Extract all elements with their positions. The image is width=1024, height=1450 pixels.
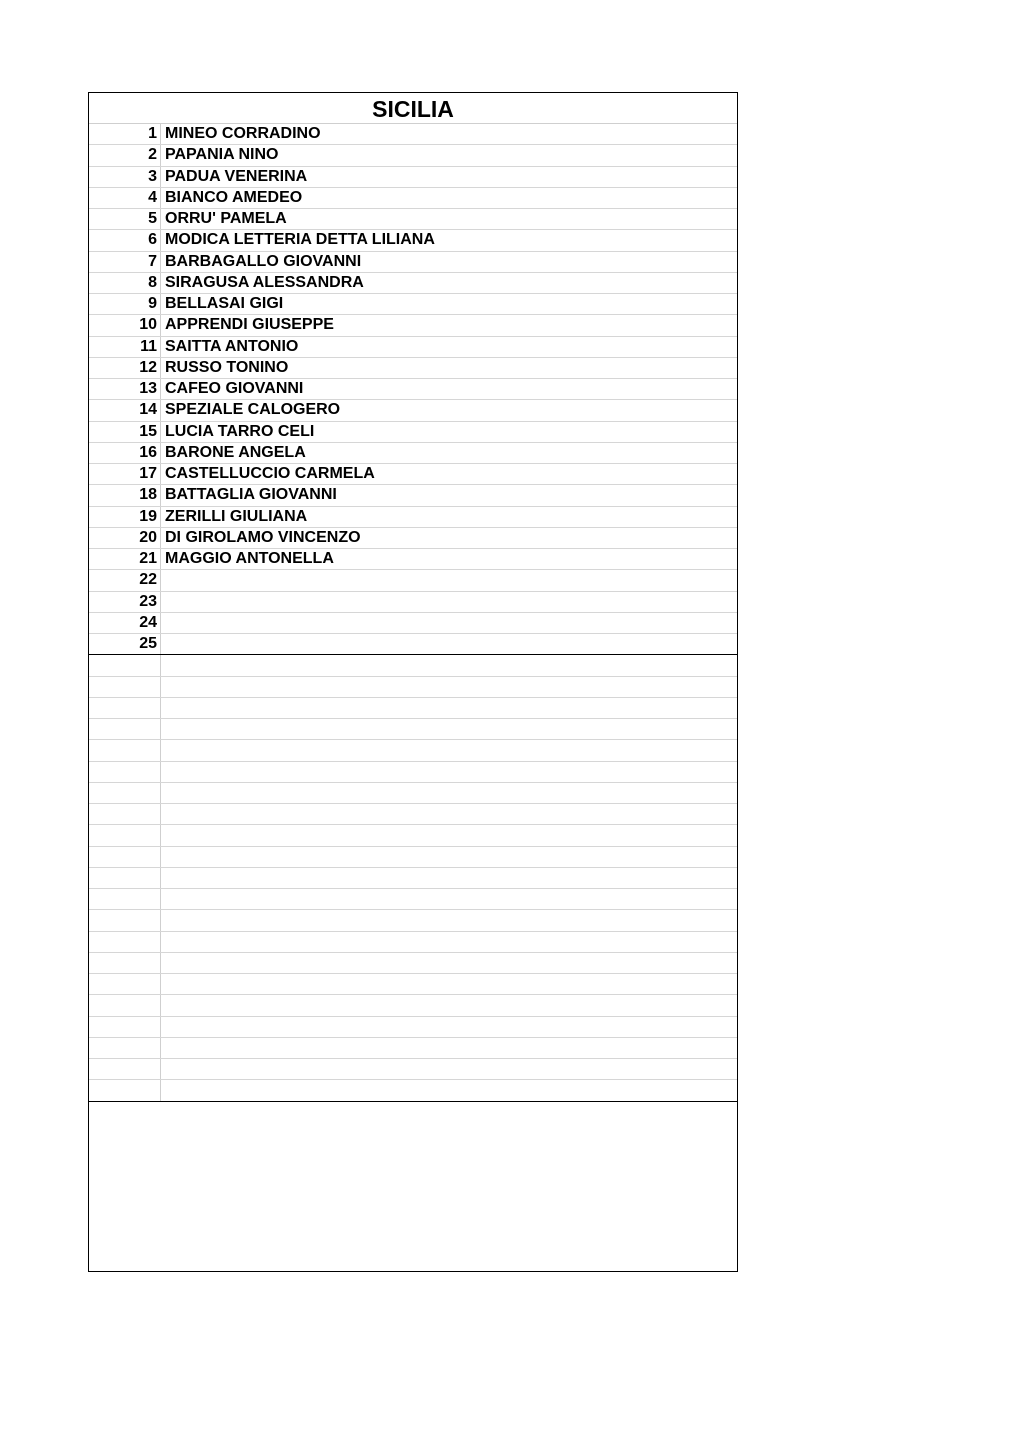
empty-name-cell <box>161 995 737 1015</box>
row-number: 5 <box>89 209 161 229</box>
empty-number-cell <box>89 910 161 930</box>
table-row <box>89 209 737 230</box>
table-row <box>89 337 737 358</box>
row-number: 6 <box>89 230 161 250</box>
candidate-name: MODICA LETTERIA DETTA LILIANA <box>165 231 435 249</box>
candidate-name: MINEO CORRADINO <box>165 125 321 142</box>
row-number: 18 <box>89 485 161 505</box>
table-row <box>89 252 737 273</box>
empty-name-cell <box>161 698 737 718</box>
candidate-name: BIANCO AMEDEO <box>165 188 303 206</box>
candidate-name: BARONE ANGELA <box>165 443 306 461</box>
empty-row <box>89 889 737 910</box>
empty-number-cell <box>89 847 161 867</box>
row-number: 24 <box>89 613 161 633</box>
candidate-name: SPEZIALE CALOGERO <box>165 401 341 419</box>
candidate-name: MAGGIO ANTONELLA <box>165 550 334 567</box>
candidate-list-sheet <box>88 92 738 1272</box>
empty-name-cell <box>161 655 737 675</box>
empty-row <box>89 910 737 931</box>
empty-number-cell <box>89 1059 161 1079</box>
empty-number-cell <box>89 1038 161 1058</box>
table-row <box>89 400 737 421</box>
empty-number-cell <box>89 825 161 845</box>
empty-name-cell <box>161 719 737 739</box>
empty-row <box>89 740 737 761</box>
empty-row <box>89 953 737 974</box>
table-row <box>89 188 737 209</box>
empty-number-cell <box>89 868 161 888</box>
candidate-name: ZERILLI GIULIANA <box>165 507 308 525</box>
table-row <box>89 315 737 336</box>
empty-number-cell <box>89 719 161 739</box>
row-number: 4 <box>89 188 161 208</box>
row-number: 8 <box>89 273 161 293</box>
candidate-name: APPRENDI GIUSEPPE <box>165 316 334 334</box>
row-number: 17 <box>89 464 161 484</box>
candidate-name: BATTAGLIA GIOVANNI <box>165 486 337 504</box>
row-number: 23 <box>89 592 161 612</box>
empty-number-cell <box>89 932 161 952</box>
table-row <box>89 145 737 166</box>
empty-row <box>89 698 737 719</box>
table-row <box>89 570 737 591</box>
empty-row <box>89 762 737 783</box>
empty-name-cell <box>161 847 737 867</box>
candidate-name: SAITTA ANTONIO <box>165 337 299 355</box>
empty-row <box>89 825 737 846</box>
candidate-name <box>161 570 737 590</box>
candidate-name: CASTELLUCCIO CARMELA <box>165 465 375 482</box>
table-row <box>89 592 737 613</box>
empty-row <box>89 677 737 698</box>
empty-row <box>89 655 737 676</box>
candidate-name: BARBAGALLO GIOVANNI <box>165 252 362 270</box>
table-row <box>89 613 737 634</box>
table-row <box>89 379 737 400</box>
row-number: 1 <box>89 124 161 144</box>
empty-name-cell <box>161 974 737 994</box>
table-row <box>89 358 737 379</box>
table-row <box>89 167 737 188</box>
empty-name-cell <box>161 1038 737 1058</box>
empty-row <box>89 804 737 825</box>
empty-name-cell <box>161 804 737 824</box>
table-row <box>89 464 737 485</box>
table-row <box>89 422 737 443</box>
candidate-name: DI GIROLAMO VINCENZO <box>165 528 361 546</box>
row-number: 12 <box>89 358 161 378</box>
sheet-title: SICILIA <box>89 93 737 124</box>
empty-number-cell <box>89 1017 161 1037</box>
empty-number-cell <box>89 953 161 973</box>
table-row <box>89 485 737 506</box>
row-number: 16 <box>89 443 161 463</box>
row-number: 11 <box>89 337 161 357</box>
empty-name-cell <box>161 932 737 952</box>
table-row <box>89 634 737 655</box>
empty-name-cell <box>161 740 737 760</box>
empty-name-cell <box>161 762 737 782</box>
empty-number-cell <box>89 889 161 909</box>
empty-name-cell <box>161 1080 737 1100</box>
table-row <box>89 443 737 464</box>
row-number: 20 <box>89 528 161 548</box>
row-number: 25 <box>89 634 161 654</box>
candidate-name: BELLASAI GIGI <box>165 295 284 312</box>
row-number: 19 <box>89 507 161 527</box>
candidate-name: CAFEO GIOVANNI <box>165 380 304 397</box>
row-number: 2 <box>89 145 161 165</box>
empty-name-cell <box>161 825 737 845</box>
empty-name-cell <box>161 953 737 973</box>
candidate-name: ORRU' PAMELA <box>165 210 287 227</box>
empty-number-cell <box>89 740 161 760</box>
candidate-name: LUCIA TARRO CELI <box>165 422 315 440</box>
candidate-table <box>89 124 737 1102</box>
row-number: 9 <box>89 294 161 314</box>
empty-name-cell <box>161 910 737 930</box>
empty-row <box>89 868 737 889</box>
empty-number-cell <box>89 804 161 824</box>
empty-row <box>89 1017 737 1038</box>
table-row <box>89 124 737 145</box>
empty-row <box>89 847 737 868</box>
row-number: 21 <box>89 549 161 569</box>
empty-name-cell <box>161 677 737 697</box>
candidate-name: PADUA VENERINA <box>165 167 308 185</box>
empty-name-cell <box>161 1059 737 1079</box>
empty-row <box>89 719 737 740</box>
candidate-name: SIRAGUSA ALESSANDRA <box>165 273 364 291</box>
row-number: 10 <box>89 315 161 335</box>
row-number: 15 <box>89 422 161 442</box>
empty-number-cell <box>89 698 161 718</box>
empty-number-cell <box>89 783 161 803</box>
table-row <box>89 528 737 549</box>
row-number: 13 <box>89 379 161 399</box>
empty-row <box>89 995 737 1016</box>
empty-name-cell <box>161 868 737 888</box>
candidate-name <box>161 634 737 654</box>
candidate-name: PAPANIA NINO <box>165 146 279 164</box>
empty-row <box>89 1080 737 1101</box>
empty-number-cell <box>89 762 161 782</box>
table-row <box>89 273 737 294</box>
table-row <box>89 294 737 315</box>
empty-row <box>89 1059 737 1080</box>
empty-name-cell <box>161 1017 737 1037</box>
candidate-name <box>161 613 737 633</box>
empty-number-cell <box>89 1080 161 1100</box>
empty-row <box>89 974 737 995</box>
empty-row <box>89 932 737 953</box>
table-row <box>89 230 737 251</box>
empty-row <box>89 783 737 804</box>
empty-number-cell <box>89 995 161 1015</box>
candidate-name: RUSSO TONINO <box>165 358 289 376</box>
row-number: 7 <box>89 252 161 272</box>
table-row <box>89 507 737 528</box>
row-number: 22 <box>89 570 161 590</box>
candidate-name <box>161 592 737 612</box>
table-row <box>89 549 737 570</box>
empty-number-cell <box>89 677 161 697</box>
row-number: 3 <box>89 167 161 187</box>
empty-number-cell <box>89 655 161 675</box>
row-number: 14 <box>89 400 161 420</box>
empty-row <box>89 1038 737 1059</box>
empty-name-cell <box>161 889 737 909</box>
empty-number-cell <box>89 974 161 994</box>
empty-name-cell <box>161 783 737 803</box>
